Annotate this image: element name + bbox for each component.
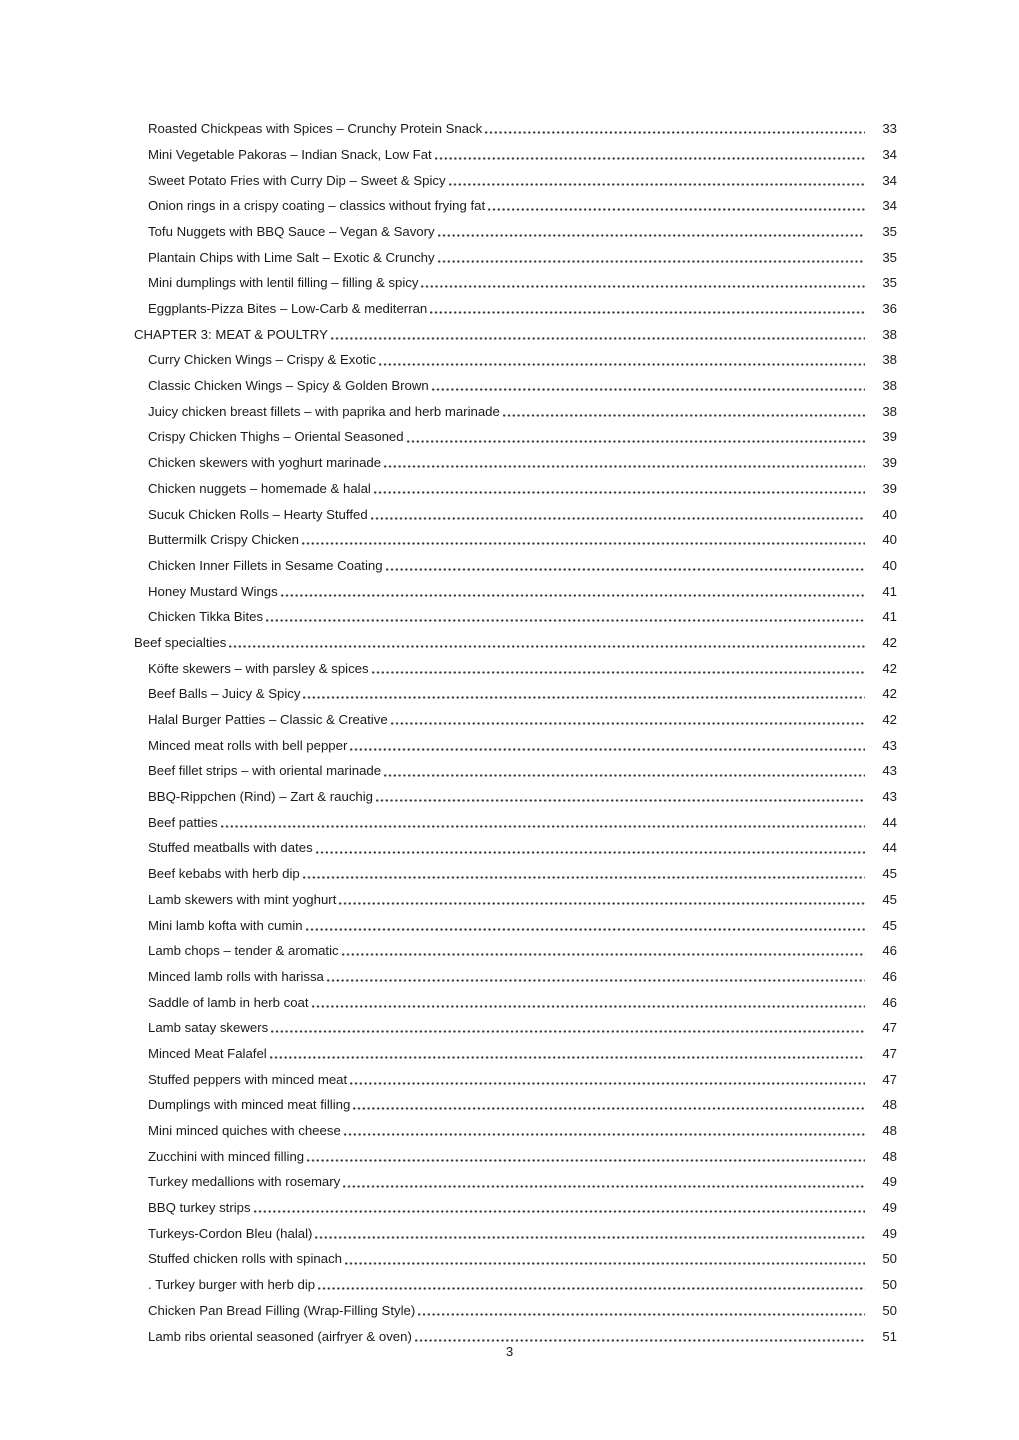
dot-leader: [430, 311, 865, 314]
toc-entry-page: 48: [882, 1097, 897, 1113]
toc-entry[interactable]: [134, 322, 897, 348]
dot-leader: [488, 208, 865, 211]
toc-entry-page: 49: [882, 1200, 897, 1216]
toc-entry[interactable]: [134, 527, 897, 553]
toc-entry[interactable]: [134, 347, 897, 373]
toc-entry-title: Plantain Chips with Lime Salt – Exotic & Crunchy: [148, 249, 435, 265]
toc-entry-page: 33: [882, 121, 897, 137]
toc-entry-title: Mini dumplings with lentil filling – filling & spicy: [148, 275, 419, 291]
toc-entry[interactable]: [134, 604, 897, 630]
toc-entry-title: Crispy Chicken Thighs – Oriental Seasoned: [148, 429, 404, 445]
toc-entry[interactable]: [134, 912, 897, 938]
toc-entry-page: 43: [882, 763, 897, 779]
toc-entry-page: 34: [882, 146, 897, 162]
page-footer: [0, 1344, 1019, 1359]
toc-entry-title: Zucchini with minced filling: [148, 1148, 305, 1164]
dot-leader: [312, 1005, 865, 1008]
toc-entry[interactable]: [134, 938, 897, 964]
toc-entry-title: Stuffed meatballs with dates: [148, 840, 313, 856]
dot-leader: [449, 183, 865, 186]
dot-leader: [371, 517, 865, 520]
dot-leader: [342, 953, 865, 956]
toc-entry-title: Minced lamb rolls with harissa: [148, 968, 324, 984]
toc-entry-page: 49: [882, 1174, 897, 1190]
toc-entry-title: Beef fillet strips – with oriental marinade: [148, 763, 382, 779]
dot-leader: [281, 594, 865, 597]
toc-entry-page: 38: [882, 352, 897, 368]
toc-entry-page: 39: [882, 480, 897, 496]
toc-entry-title: Mini lamb kofta with cumin: [148, 917, 303, 933]
toc-entry-title: CHAPTER 3: MEAT & POULTRY: [134, 326, 328, 342]
toc-entry-page: 50: [882, 1302, 897, 1318]
toc-entry[interactable]: [134, 1272, 897, 1298]
toc-entry-title: Tofu Nuggets with BBQ Sauce – Vegan & Savory: [148, 223, 435, 239]
toc-entry-page: 40: [882, 506, 897, 522]
toc-entry-page: 46: [882, 968, 897, 984]
dot-leader: [353, 1107, 865, 1110]
toc-entry[interactable]: [134, 1015, 897, 1041]
dot-leader: [331, 337, 865, 340]
dot-leader: [266, 619, 865, 622]
toc-entry-page: 47: [882, 1045, 897, 1061]
dot-leader: [344, 1133, 865, 1136]
dot-leader: [327, 979, 865, 982]
toc-entry[interactable]: [134, 1041, 897, 1067]
page-number: 3: [505, 1344, 514, 1359]
toc-entry-title: Lamb chops – tender & aromatic: [148, 943, 339, 959]
toc-entry-page: 47: [882, 1071, 897, 1087]
toc-entry-page: 47: [882, 1020, 897, 1036]
toc-entry[interactable]: [134, 450, 897, 476]
toc-entry-page: 36: [882, 301, 897, 317]
dot-leader: [350, 1082, 865, 1085]
toc-entry[interactable]: [134, 476, 897, 502]
toc-entry[interactable]: [134, 399, 897, 425]
toc-entry[interactable]: [134, 116, 897, 142]
dot-leader: [386, 568, 865, 571]
dot-leader: [302, 542, 865, 545]
dot-leader: [432, 388, 865, 391]
toc-entry-page: 41: [882, 583, 897, 599]
toc-entry-title: Chicken nuggets – homemade & halal: [148, 480, 371, 496]
toc-entry-title: Onion rings in a crispy coating – classics without frying fat: [148, 198, 486, 214]
toc-entry-title: Lamb skewers with mint yoghurt: [148, 891, 337, 907]
toc-entry-title: Chicken Pan Bread Filling (Wrap-Filling Style): [148, 1302, 416, 1318]
toc-entry-page: 50: [882, 1251, 897, 1267]
toc-entry-title: Chicken Inner Fillets in Sesame Coating: [148, 557, 383, 573]
toc-entry-title: BBQ turkey strips: [148, 1200, 251, 1216]
dot-leader: [315, 1236, 865, 1239]
toc-entry[interactable]: [134, 167, 897, 193]
toc-entry-title: Mini minced quiches with cheese: [148, 1123, 341, 1139]
toc-entry[interactable]: [134, 424, 897, 450]
dot-leader: [384, 774, 865, 777]
toc-entry-title: Mini Vegetable Pakoras – Indian Snack, Low Fat: [148, 146, 432, 162]
toc-entry-title: . Turkey burger with herb dip: [148, 1277, 316, 1293]
toc-entry[interactable]: [134, 655, 897, 681]
toc-entry-title: Honey Mustard Wings: [148, 583, 278, 599]
toc-entry[interactable]: [134, 501, 897, 527]
toc-entry-page: 51: [882, 1328, 897, 1344]
dot-leader: [384, 465, 865, 468]
toc-entry[interactable]: [134, 989, 897, 1015]
toc-entry-title: Minced Meat Falafel: [148, 1045, 267, 1061]
toc-entry-title: Lamb ribs oriental seasoned (airfryer & oven): [148, 1328, 412, 1344]
toc-entry-page: 45: [882, 891, 897, 907]
dot-leader: [372, 671, 865, 674]
dot-leader: [254, 1210, 865, 1213]
dot-leader: [376, 799, 865, 802]
toc-entry[interactable]: [134, 1144, 897, 1170]
toc-entry-title: BBQ-Rippchen (Rind) – Zart & rauchig: [148, 789, 374, 805]
toc-entry-page: 35: [882, 223, 897, 239]
toc-entry-title: Sweet Potato Fries with Curry Dip – Sweet & Spicy: [148, 172, 446, 188]
dot-leader: [306, 928, 865, 931]
toc-entry-page: 38: [882, 326, 897, 342]
dot-leader: [379, 363, 865, 366]
toc-entry-title: Beef kebabs with herb dip: [148, 866, 300, 882]
dot-leader: [374, 491, 865, 494]
dot-leader: [229, 645, 865, 648]
dot-leader: [435, 157, 865, 160]
toc-entry-page: 45: [882, 866, 897, 882]
toc-entry-page: 42: [882, 686, 897, 702]
toc-entry-page: 40: [882, 532, 897, 548]
toc-entry[interactable]: [134, 1298, 897, 1324]
toc-entry-title: Buttermilk Crispy Chicken: [148, 532, 299, 548]
dot-leader: [339, 902, 865, 905]
toc-entry-title: Halal Burger Patties – Classic & Creative: [148, 712, 388, 728]
toc-entry-title: Beef specialties: [134, 634, 227, 650]
toc-entry-page: 39: [882, 429, 897, 445]
toc-entry-title: Dumplings with minced meat filling: [148, 1097, 351, 1113]
toc-entry[interactable]: [134, 1246, 897, 1272]
toc-entry-page: 34: [882, 198, 897, 214]
toc-entry-page: 46: [882, 994, 897, 1010]
toc-entry-page: 34: [882, 172, 897, 188]
dot-leader: [438, 260, 865, 263]
dot-leader: [307, 1159, 865, 1162]
toc-entry[interactable]: [134, 1092, 897, 1118]
toc-entry-page: 40: [882, 557, 897, 573]
toc-entry[interactable]: [134, 578, 897, 604]
dot-leader: [345, 1262, 865, 1265]
toc-entry-page: 48: [882, 1123, 897, 1139]
toc-entry-title: Minced meat rolls with bell pepper: [148, 737, 348, 753]
toc-entry-page: 38: [882, 403, 897, 419]
toc-entry[interactable]: [134, 1118, 897, 1144]
toc-entry-title: Sucuk Chicken Rolls – Hearty Stuffed: [148, 506, 368, 522]
dot-leader: [303, 696, 865, 699]
toc-entry-title: Juicy chicken breast fillets – with paprika and herb marinade: [148, 403, 500, 419]
dot-leader: [418, 1313, 865, 1316]
toc-entry-title: Stuffed chicken rolls with spinach: [148, 1251, 343, 1267]
toc-entry[interactable]: [134, 296, 897, 322]
dot-leader: [421, 285, 865, 288]
dot-leader: [485, 131, 865, 134]
toc-entry-page: 44: [882, 814, 897, 830]
dot-leader: [270, 1056, 865, 1059]
toc-entry[interactable]: [134, 553, 897, 579]
toc-entry-title: Beef Balls – Juicy & Spicy: [148, 686, 301, 702]
toc-entry[interactable]: [134, 219, 897, 245]
toc-entry-page: 43: [882, 737, 897, 753]
toc-entry-title: Köfte skewers – with parsley & spices: [148, 660, 369, 676]
toc-entry[interactable]: [134, 270, 897, 296]
toc-entry[interactable]: [134, 142, 897, 168]
toc-entry-title: Classic Chicken Wings – Spicy & Golden Brown: [148, 378, 429, 394]
dot-leader: [391, 722, 865, 725]
toc-entry-title: Saddle of lamb in herb coat: [148, 994, 309, 1010]
toc-entry-page: 39: [882, 455, 897, 471]
toc-entry[interactable]: [134, 861, 897, 887]
toc-entry-title: Eggplants-Pizza Bites – Low-Carb & mediterran: [148, 301, 428, 317]
dot-leader: [438, 234, 865, 237]
toc-entry[interactable]: [134, 964, 897, 990]
toc-entry-page: 44: [882, 840, 897, 856]
toc-entry-page: 48: [882, 1148, 897, 1164]
toc-entry-title: Turkeys-Cordon Bleu (halal): [148, 1225, 313, 1241]
toc-entry-title: Curry Chicken Wings – Crispy & Exotic: [148, 352, 376, 368]
toc-entry-page: 49: [882, 1225, 897, 1241]
toc-entry-title: Lamb satay skewers: [148, 1020, 269, 1036]
dot-leader: [221, 825, 865, 828]
toc-entry-title: Turkey medallions with rosemary: [148, 1174, 341, 1190]
dot-leader: [316, 851, 865, 854]
dot-leader: [415, 1339, 865, 1342]
dot-leader: [271, 1030, 865, 1033]
toc-entry[interactable]: [134, 681, 897, 707]
toc-entry-page: 43: [882, 789, 897, 805]
toc-entry[interactable]: [134, 1169, 897, 1195]
toc-entry-page: 50: [882, 1277, 897, 1293]
dot-leader: [343, 1185, 865, 1188]
dot-leader: [350, 748, 865, 751]
toc-entry-title: Roasted Chickpeas with Spices – Crunchy Protein Snack: [148, 121, 483, 137]
toc-entry-title: Chicken Tikka Bites: [148, 609, 264, 625]
dot-leader: [318, 1287, 865, 1290]
toc-entry[interactable]: [134, 784, 897, 810]
toc-list: [134, 116, 897, 1349]
toc-entry[interactable]: [134, 810, 897, 836]
toc-entry[interactable]: [134, 758, 897, 784]
toc-entry-page: 42: [882, 634, 897, 650]
toc-entry-page: 35: [882, 275, 897, 291]
toc-entry[interactable]: [134, 733, 897, 759]
dot-leader: [303, 876, 865, 879]
toc-entry-page: 41: [882, 609, 897, 625]
toc-entry-page: 45: [882, 917, 897, 933]
toc-entry-page: 38: [882, 378, 897, 394]
toc-entry-title: Beef patties: [148, 814, 218, 830]
toc-entry[interactable]: [134, 193, 897, 219]
toc-entry-page: 42: [882, 660, 897, 676]
toc-entry[interactable]: [134, 244, 897, 270]
toc-entry-page: 35: [882, 249, 897, 265]
toc-entry[interactable]: [134, 707, 897, 733]
dot-leader: [503, 414, 865, 417]
toc-entry[interactable]: [134, 1066, 897, 1092]
toc-entry-page: 42: [882, 712, 897, 728]
toc-entry[interactable]: [134, 1195, 897, 1221]
toc-entry[interactable]: [134, 1221, 897, 1247]
dot-leader: [407, 440, 865, 443]
toc-entry-page: 46: [882, 943, 897, 959]
toc-entry[interactable]: [134, 887, 897, 913]
toc-entry[interactable]: [134, 630, 897, 656]
toc-entry[interactable]: [134, 835, 897, 861]
toc-entry[interactable]: [134, 373, 897, 399]
toc-entry-title: Stuffed peppers with minced meat: [148, 1071, 348, 1087]
toc-entry-title: Chicken skewers with yoghurt marinade: [148, 455, 382, 471]
